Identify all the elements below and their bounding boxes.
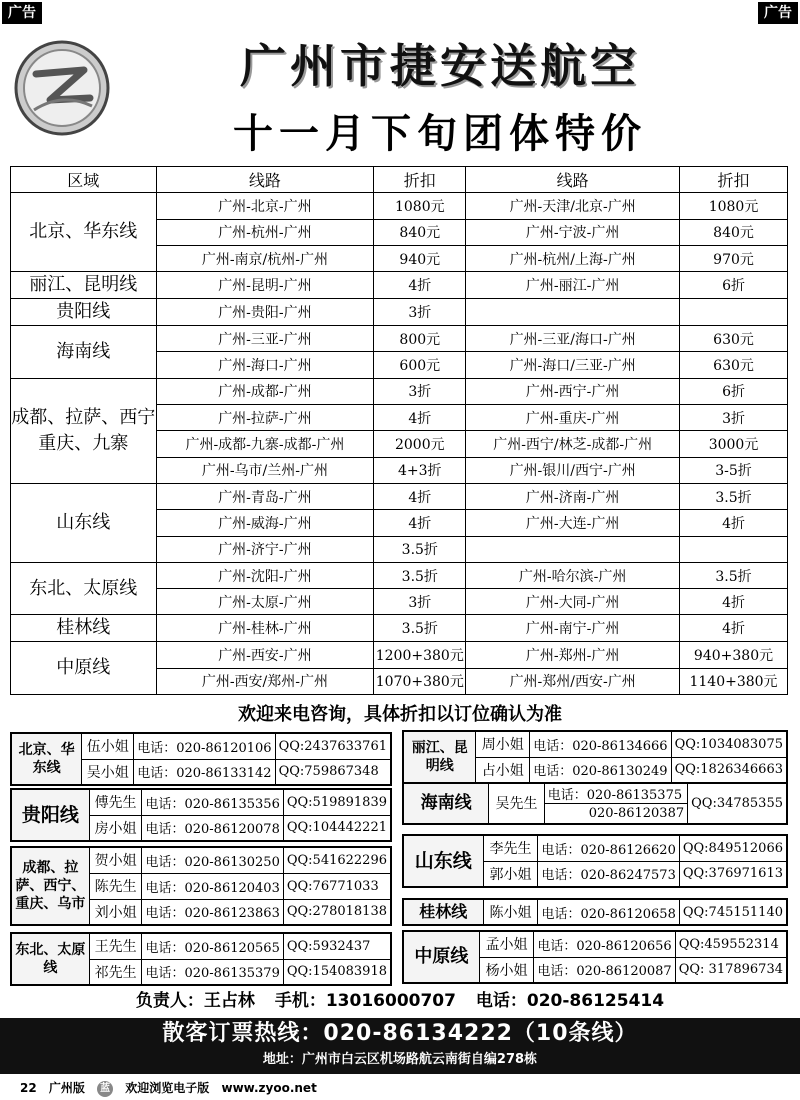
column-header: 折扣	[680, 167, 788, 193]
contact-qq: QQ:745151140	[679, 899, 787, 925]
fare-cell: 4折	[374, 483, 466, 509]
contact-phone: 电话：020-86134666	[530, 731, 671, 757]
brand-badge-icon: 蓝	[97, 1081, 113, 1097]
contact-name: 贺小姐	[89, 847, 142, 873]
contact-qq: QQ: 317896734	[675, 957, 787, 983]
route-cell: 广州-乌市/兰州-广州	[156, 457, 374, 483]
route-cell: 广州-威海-广州	[156, 510, 374, 536]
region-cell: 东北、太原线	[11, 562, 157, 615]
contact-phone: 电话：020-86120078	[142, 815, 283, 841]
contact-region: 桂林线	[403, 899, 483, 925]
route-cell: 广州-天津/北京-广州	[466, 193, 680, 219]
airline-logo-icon	[14, 40, 110, 136]
fare-cell: 3000元	[680, 431, 788, 457]
table-row	[11, 562, 788, 588]
browse-text: 欢迎浏览电子版	[125, 1081, 210, 1095]
contact-qq: QQ:759867348	[275, 759, 391, 785]
route-cell: 广州-南宁-广州	[466, 615, 680, 642]
fare-cell: 6折	[680, 272, 788, 299]
route-cell: 广州-海口-广州	[156, 352, 374, 378]
column-header: 线路	[156, 167, 374, 193]
contact-box-beijing	[10, 732, 392, 786]
route-cell: 广州-南京/杭州-广州	[156, 245, 374, 271]
route-cell: 广州-重庆-广州	[466, 405, 680, 431]
contact-phone: 电话：020-86135375	[544, 783, 687, 804]
fare-cell	[680, 299, 788, 326]
contact-phone: 电话：020-86120656	[534, 931, 675, 957]
route-cell: 广州-海口/三亚-广州	[466, 352, 680, 378]
contact-region: 山东线	[403, 835, 483, 887]
fare-cell: 3折	[374, 299, 466, 326]
route-cell: 广州-济宁-广州	[156, 536, 374, 562]
contact-box-shandong	[402, 834, 788, 888]
contact-box-guiyang	[10, 788, 392, 842]
contact-phone: 电话：020-86123863	[142, 899, 283, 925]
fare-cell: 2000元	[374, 431, 466, 457]
contact-qq: QQ:154083918	[283, 959, 391, 985]
contact-name: 李先生	[483, 835, 538, 861]
fare-cell: 6折	[680, 378, 788, 404]
column-header: 区域	[11, 167, 157, 193]
page-footer	[20, 1078, 325, 1098]
contact-phone: 电话：020-86120106	[134, 733, 275, 759]
contact-name: 房小姐	[89, 815, 142, 841]
table-row	[11, 615, 788, 642]
fare-cell: 3折	[374, 378, 466, 404]
fare-cell: 1080元	[680, 193, 788, 219]
contact-name: 王先生	[89, 933, 142, 959]
route-cell: 广州-济南-广州	[466, 483, 680, 509]
route-cell: 广州-丽江-广州	[466, 272, 680, 299]
route-cell: 广州-西安-广州	[156, 642, 374, 668]
route-cell: 广州-三亚-广州	[156, 326, 374, 352]
contact-phone: 电话：020-86130250	[142, 847, 283, 873]
fare-cell: 3折	[680, 405, 788, 431]
contact-name: 祁先生	[89, 959, 142, 985]
fare-cell: 3折	[374, 589, 466, 615]
route-cell	[466, 536, 680, 562]
contact-phone: 电话：020-86135379	[142, 959, 283, 985]
region-cell: 成都、拉萨、西宁重庆、九寨	[11, 378, 157, 483]
contact-qq: QQ:1034083075	[671, 731, 787, 757]
column-header: 线路	[466, 167, 680, 193]
contact-qq: QQ:2437633761	[275, 733, 391, 759]
contact-name: 吴小姐	[82, 759, 134, 785]
contact-region: 中原线	[403, 931, 479, 983]
route-cell: 广州-西安/郑州-广州	[156, 668, 374, 694]
contact-qq: QQ:459552314	[675, 931, 787, 957]
price-table	[10, 166, 788, 695]
fare-cell: 4折	[680, 615, 788, 642]
fare-cell: 1200+380元	[374, 642, 466, 668]
route-cell: 广州-北京-广州	[156, 193, 374, 219]
contact-name: 占小姐	[476, 757, 530, 783]
contact-box-zhongyuan	[402, 930, 788, 984]
page-subtitle: 十一月下旬团体特价	[233, 111, 647, 157]
contact-phone: 电话：020-86133142	[134, 759, 275, 785]
route-cell: 广州-宁波-广州	[466, 219, 680, 245]
contact-qq: QQ:34785355	[688, 783, 787, 824]
route-cell: 广州-贵阳-广州	[156, 299, 374, 326]
route-cell: 广州-桂林-广州	[156, 615, 374, 642]
route-cell: 广州-青岛-广州	[156, 483, 374, 509]
contact-phone: 电话：020-86135356	[142, 789, 283, 815]
region-cell: 丽江、昆明线	[11, 272, 157, 299]
route-cell: 广州-大连-广州	[466, 510, 680, 536]
region-cell: 中原线	[11, 642, 157, 695]
route-cell: 广州-三亚/海口-广州	[466, 326, 680, 352]
contact-box-guilin	[402, 898, 788, 926]
website-link[interactable]: www.zyoo.net	[221, 1081, 317, 1095]
contact-qq: QQ:519891839	[283, 789, 391, 815]
fare-cell: 600元	[374, 352, 466, 378]
fare-cell: 1080元	[374, 193, 466, 219]
ad-label: 广告	[2, 2, 42, 24]
table-row	[11, 299, 788, 326]
contact-name: 孟小姐	[479, 931, 534, 957]
fare-cell: 3.5折	[374, 536, 466, 562]
contact-qq: QQ:541622296	[283, 847, 391, 873]
manager-phone: 电话：020-86125414	[475, 991, 665, 1011]
route-cell: 广州-拉萨-广州	[156, 405, 374, 431]
route-cell: 广州-郑州-广州	[466, 642, 680, 668]
table-row	[11, 378, 788, 404]
contact-phone: 电话：020-86120087	[534, 957, 675, 983]
table-row	[11, 642, 788, 668]
route-cell: 广州-太原-广州	[156, 589, 374, 615]
fare-cell: 3.5折	[374, 615, 466, 642]
fare-cell: 840元	[680, 219, 788, 245]
contact-phone: 电话：020-86120565	[142, 933, 283, 959]
fare-cell: 800元	[374, 326, 466, 352]
table-row	[11, 193, 788, 219]
contact-phone: 电话：020-86130249	[530, 757, 671, 783]
contact-region: 成都、拉萨、西宁、重庆、乌市	[11, 847, 89, 925]
route-cell: 广州-沈阳-广州	[156, 562, 374, 588]
footer-contact	[0, 986, 800, 1016]
contact-name: 刘小姐	[89, 899, 142, 925]
fare-cell: 940+380元	[680, 642, 788, 668]
fare-cell: 3.5折	[680, 483, 788, 509]
contact-name: 陈先生	[89, 873, 142, 899]
fare-cell: 970元	[680, 245, 788, 271]
region-cell: 贵阳线	[11, 299, 157, 326]
route-cell	[466, 299, 680, 326]
fare-cell: 3.5折	[374, 562, 466, 588]
fare-cell: 1140+380元	[680, 668, 788, 694]
contact-name: 傅先生	[89, 789, 142, 815]
route-cell: 广州-哈尔滨-广州	[466, 562, 680, 588]
contact-region: 丽江、昆明线	[403, 731, 476, 783]
contact-box-hainan	[402, 782, 788, 825]
contact-phone: 电话：020-86247573	[538, 861, 679, 887]
fare-cell: 4折	[680, 589, 788, 615]
region-cell: 北京、华东线	[11, 193, 157, 272]
route-cell: 广州-郑州/西安-广州	[466, 668, 680, 694]
contact-region: 东北、太原线	[11, 933, 89, 985]
contact-name: 杨小姐	[479, 957, 534, 983]
ad-label: 广告	[758, 2, 798, 24]
contact-qq: QQ:1826346663	[671, 757, 787, 783]
manager-mobile: 手机：13016000707	[274, 991, 456, 1011]
fare-cell: 4折	[374, 405, 466, 431]
region-cell: 山东线	[11, 483, 157, 562]
contact-box-chengdu	[10, 846, 392, 926]
page-title: 广州市捷安送航空	[240, 39, 640, 93]
route-cell: 广州-成都-九寨-成都-广州	[156, 431, 374, 457]
contact-box-dongbei	[10, 932, 392, 986]
hotline-text: 散客订票热线：020-86134222（10条线）	[162, 1021, 638, 1046]
address-text: 地址：广州市白云区机场路航云南街自编278栋	[262, 1052, 538, 1067]
contact-qq: QQ:849512066	[679, 835, 787, 861]
fare-cell: 630元	[680, 352, 788, 378]
route-cell: 广州-成都-广州	[156, 378, 374, 404]
fare-cell: 3.5折	[680, 562, 788, 588]
column-header: 折扣	[374, 167, 466, 193]
contact-region: 北京、华东线	[11, 733, 82, 785]
fare-cell: 3-5折	[680, 457, 788, 483]
contact-name: 吴先生	[489, 783, 545, 824]
route-cell: 广州-大同-广州	[466, 589, 680, 615]
manager-name: 负责人：王占林	[135, 991, 255, 1011]
fare-cell: 940元	[374, 245, 466, 271]
table-row	[11, 272, 788, 299]
contact-qq: QQ:76771033	[283, 873, 391, 899]
page-number: 22	[20, 1081, 37, 1095]
fare-cell: 840元	[374, 219, 466, 245]
contact-name: 郭小姐	[483, 861, 538, 887]
contact-phone: 020-86120387	[544, 804, 687, 824]
contact-phone: 电话：020-86120658	[538, 899, 679, 925]
contact-box-lijiang	[402, 730, 788, 784]
contact-name: 周小姐	[476, 731, 530, 757]
route-cell: 广州-西宁-广州	[466, 378, 680, 404]
fare-cell: 1070+380元	[374, 668, 466, 694]
fare-cell	[680, 536, 788, 562]
contact-qq: QQ:104442221	[283, 815, 391, 841]
contact-qq: QQ:278018138	[283, 899, 391, 925]
table-row	[11, 326, 788, 352]
table-row	[11, 483, 788, 509]
fare-cell: 4折	[374, 510, 466, 536]
region-cell: 桂林线	[11, 615, 157, 642]
route-cell: 广州-杭州/上海-广州	[466, 245, 680, 271]
fare-cell: 630元	[680, 326, 788, 352]
contact-phone: 电话：020-86126620	[538, 835, 679, 861]
edition-label: 广州版	[48, 1081, 85, 1095]
region-cell: 海南线	[11, 326, 157, 379]
route-cell: 广州-杭州-广州	[156, 219, 374, 245]
route-cell: 广州-银川/西宁-广州	[466, 457, 680, 483]
route-cell: 广州-西宁/林芝-成都-广州	[466, 431, 680, 457]
contact-region: 海南线	[403, 783, 489, 824]
contact-name: 伍小姐	[82, 733, 134, 759]
welcome-notice: 欢迎来电咨询，具体折扣以订位确认为准	[238, 704, 562, 725]
fare-cell: 4折	[680, 510, 788, 536]
contact-region: 贵阳线	[11, 789, 89, 841]
contact-phone: 电话：020-86120403	[142, 873, 283, 899]
contact-qq: QQ:376971613	[679, 861, 787, 887]
fare-cell: 4折	[374, 272, 466, 299]
hotline-banner	[0, 1018, 800, 1074]
contact-qq: QQ:5932437	[283, 933, 391, 959]
fare-cell: 4+3折	[374, 457, 466, 483]
contact-name: 陈小姐	[483, 899, 538, 925]
route-cell: 广州-昆明-广州	[156, 272, 374, 299]
